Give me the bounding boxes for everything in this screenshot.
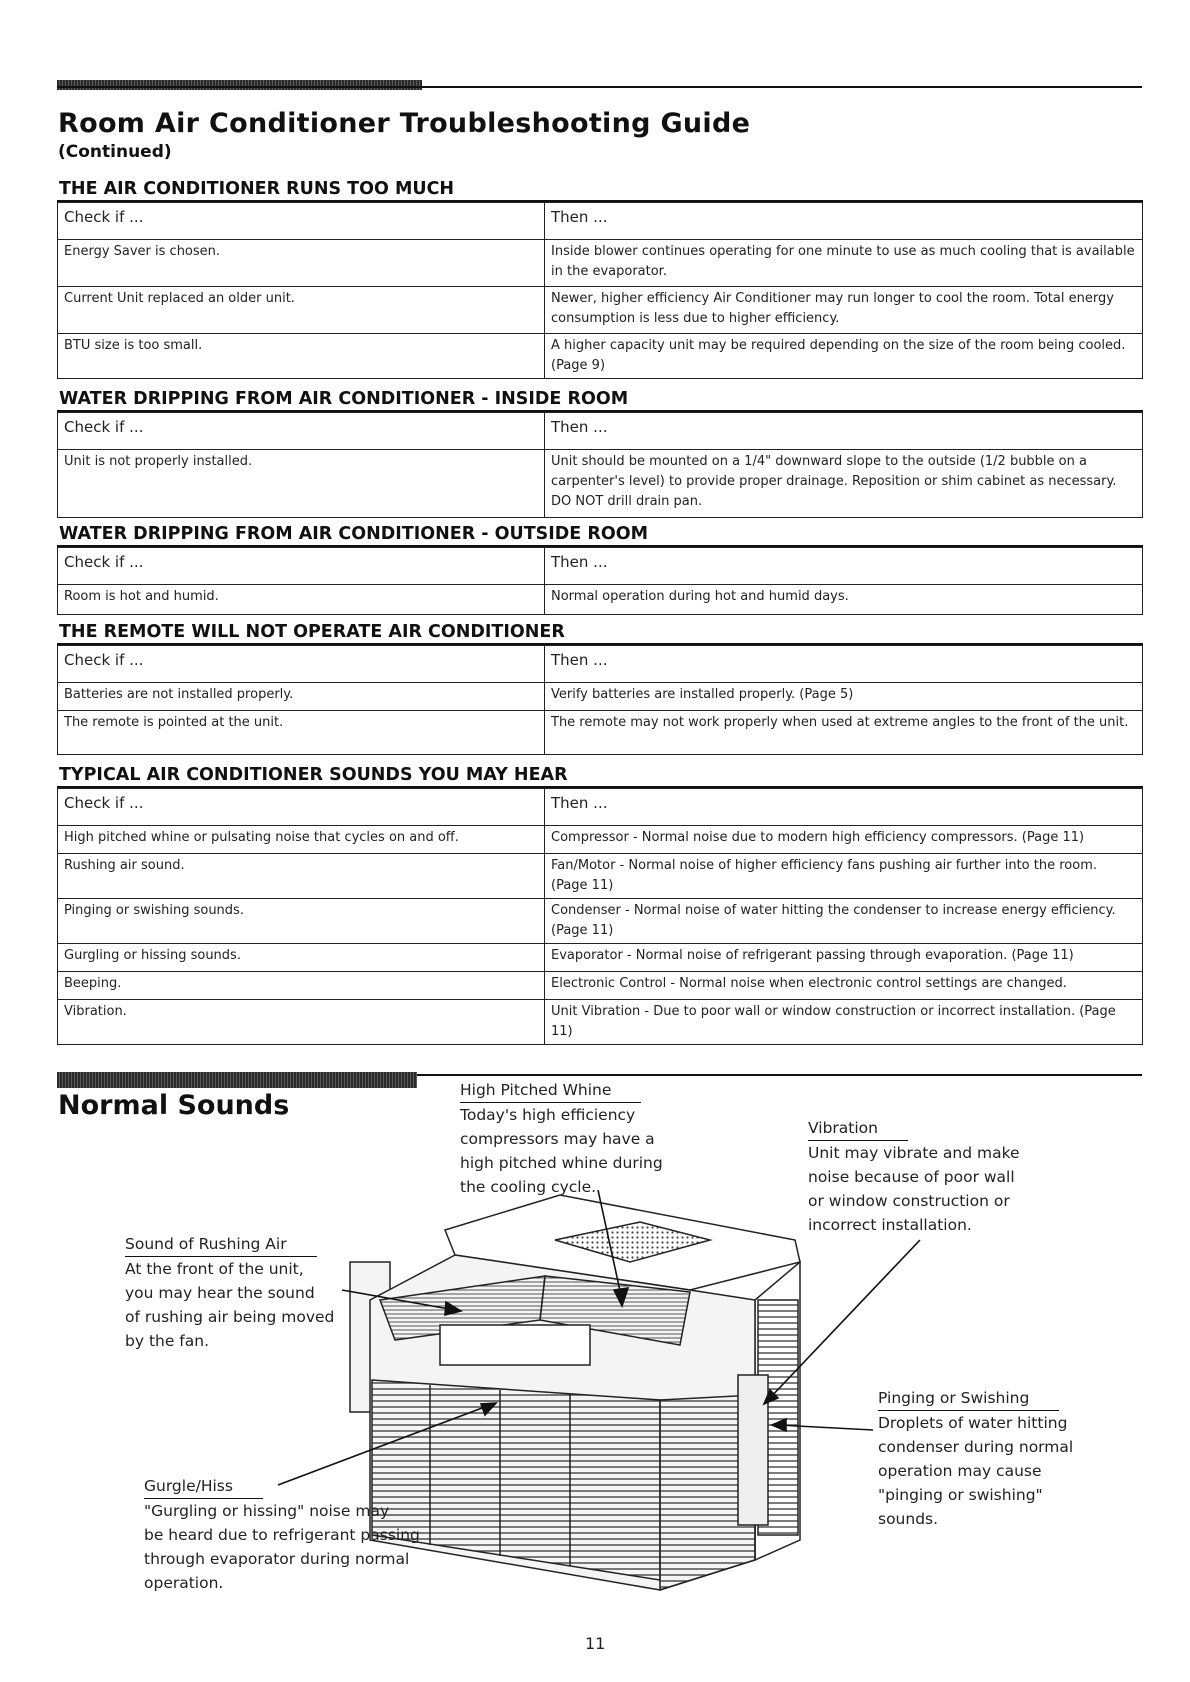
section-heading: WATER DRIPPING FROM AIR CONDITIONER - OUTSIDE ROOM xyxy=(59,524,648,544)
then-cell: Inside blower continues operating for one minute to use as much cooling that is available in the evaporator. xyxy=(545,239,1143,286)
then-cell: Compressor - Normal noise due to modern high efficiency compressors. (Page 11) xyxy=(545,825,1143,853)
then-cell: Fan/Motor - Normal noise of higher efficiency fans pushing air further into the room. (Page 11) xyxy=(545,853,1143,898)
section-heading: THE AIR CONDITIONER RUNS TOO MUCH xyxy=(59,179,455,199)
then-cell: Condenser - Normal noise of water hitting the condenser to increase energy efficiency. (Page 11) xyxy=(545,898,1143,943)
callout-line: "Gurgling or hissing" noise may xyxy=(144,1502,390,1520)
then-header: Then ... xyxy=(545,412,1143,449)
page-title: Room Air Conditioner Troubleshooting Guide xyxy=(58,108,751,139)
section-heading: WATER DRIPPING FROM AIR CONDITIONER - INSIDE ROOM xyxy=(59,389,629,409)
callout-line: sounds. xyxy=(878,1510,939,1528)
page-number: 11 xyxy=(585,1634,606,1653)
callout-line: of rushing air being moved xyxy=(125,1308,335,1326)
then-header: Then ... xyxy=(545,788,1143,825)
then-cell: Newer, higher efficiency Air Conditioner may run longer to cool the room. Total energy consumption is less due to higher efficiency. xyxy=(545,286,1143,333)
check-cell: Energy Saver is chosen. xyxy=(58,239,545,286)
callout-line: operation may cause xyxy=(878,1462,1042,1480)
then-cell: Electronic Control - Normal noise when electronic control settings are changed. xyxy=(545,971,1143,999)
callout-line: or window construction or xyxy=(808,1192,1010,1210)
callout-title: Pinging or Swishing xyxy=(878,1386,1059,1411)
install-frame-right xyxy=(738,1375,768,1525)
callout-vibration xyxy=(808,1116,1020,1237)
then-cell: Unit Vibration - Due to poor wall or window construction or incorrect installation. (Page 11) xyxy=(545,999,1143,1044)
section-heading: TYPICAL AIR CONDITIONER SOUNDS YOU MAY HEAR xyxy=(59,765,568,785)
callout-line: At the front of the unit, xyxy=(125,1260,304,1278)
then-header: Then ... xyxy=(545,547,1143,584)
callout-title: Gurgle/Hiss xyxy=(144,1474,263,1499)
then-cell: Unit should be mounted on a 1/4" downward slope to the outside (1/2 bubble on a carpenter's level) to provide proper drainage. Reposition or shim cabinet as necessary. DO NOT drill drain pan. xyxy=(545,449,1143,517)
callout-line: incorrect installation. xyxy=(808,1216,972,1234)
then-cell: Normal operation during hot and humid days. xyxy=(545,584,1143,614)
check-cell: Current Unit replaced an older unit. xyxy=(58,286,545,333)
check-cell: Room is hot and humid. xyxy=(58,584,545,614)
check-header: Check if ... xyxy=(58,412,545,449)
callout-pinging-swishing xyxy=(878,1386,1073,1531)
check-cell: Pinging or swishing sounds. xyxy=(58,898,545,943)
check-cell: High pitched whine or pulsating noise that cycles on and off. xyxy=(58,825,545,853)
callout-line: you may hear the sound xyxy=(125,1284,315,1302)
callout-title: High Pitched Whine xyxy=(460,1078,641,1103)
callout-line: "pinging or swishing" xyxy=(878,1486,1043,1504)
callout-line: operation. xyxy=(144,1574,224,1592)
callout-line: be heard due to refrigerant passing xyxy=(144,1526,420,1544)
check-cell: Rushing air sound. xyxy=(58,853,545,898)
normal-sounds-title: Normal Sounds xyxy=(58,1090,290,1121)
callout-line: the cooling cycle. xyxy=(460,1178,597,1196)
callout-line: Unit may vibrate and make xyxy=(808,1144,1020,1162)
check-cell: The remote is pointed at the unit. xyxy=(58,710,545,754)
callout-line: Droplets of water hitting xyxy=(878,1414,1068,1432)
check-cell: Gurgling or hissing sounds. xyxy=(58,943,545,971)
control-panel xyxy=(440,1325,590,1365)
check-cell: Vibration. xyxy=(58,999,545,1044)
callout-line: high pitched whine during xyxy=(460,1154,663,1172)
callout-line: noise because of poor wall xyxy=(808,1168,1015,1186)
then-cell: Evaporator - Normal noise of refrigerant passing through evaporation. (Page 11) xyxy=(545,943,1143,971)
callout-line: through evaporator during normal xyxy=(144,1550,410,1568)
section-heading: THE REMOTE WILL NOT OPERATE AIR CONDITIONER xyxy=(59,622,565,642)
check-cell: Batteries are not installed properly. xyxy=(58,682,545,710)
callout-line: condenser during normal xyxy=(878,1438,1074,1456)
then-cell: The remote may not work properly when used at extreme angles to the front of the unit. xyxy=(545,710,1143,754)
callout-rushing-air xyxy=(125,1232,334,1353)
callout-line: by the fan. xyxy=(125,1332,210,1350)
callout-title: Sound of Rushing Air xyxy=(125,1232,317,1257)
callout-line: compressors may have a xyxy=(460,1130,655,1148)
then-cell: A higher capacity unit may be required depending on the size of the room being cooled. (Page 9) xyxy=(545,333,1143,378)
then-header: Then ... xyxy=(545,645,1143,682)
check-cell: Unit is not properly installed. xyxy=(58,449,545,517)
check-header: Check if ... xyxy=(58,547,545,584)
check-header: Check if ... xyxy=(58,645,545,682)
check-cell: Beeping. xyxy=(58,971,545,999)
then-cell: Verify batteries are installed properly. (Page 5) xyxy=(545,682,1143,710)
callout-title: Vibration xyxy=(808,1116,908,1141)
callout-line: Today's high efficiency xyxy=(460,1106,636,1124)
check-cell: BTU size is too small. xyxy=(58,333,545,378)
callout-gurgle-hiss xyxy=(144,1474,420,1595)
check-header: Check if ... xyxy=(58,202,545,239)
then-header: Then ... xyxy=(545,202,1143,239)
page-subtitle: (Continued) xyxy=(58,142,172,162)
callout-high-pitched-whine xyxy=(460,1078,663,1199)
check-header: Check if ... xyxy=(58,788,545,825)
